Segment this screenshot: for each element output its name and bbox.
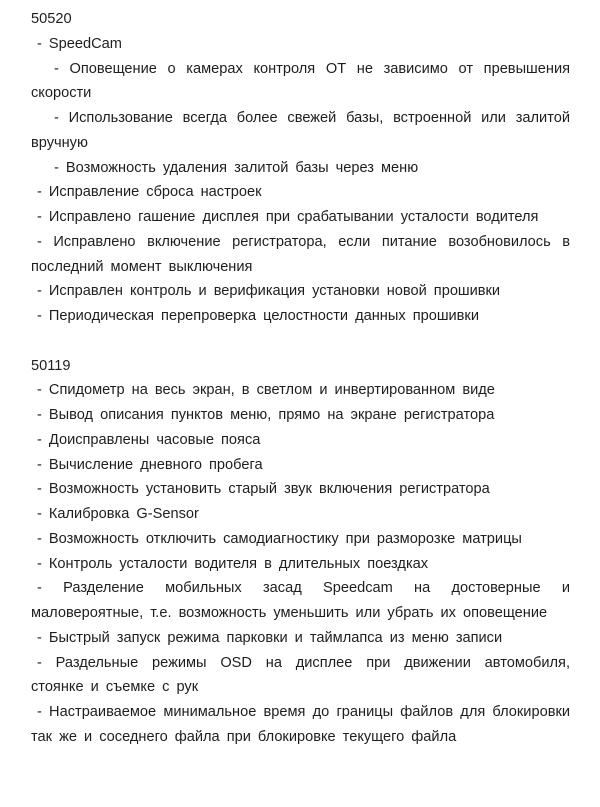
section-spacer <box>31 329 570 354</box>
list-item: - Оповещение о камерах контроля ОТ не зависимо от превышения скорости <box>31 60 570 102</box>
list-item: - Возможность установить старый звук включения регистратора <box>37 481 490 498</box>
list-item: - Быстрый запуск режима парковки и таймлапса из меню записи <box>37 629 503 646</box>
list-item: - Настраиваемое минимальное время до границы файлов для блокировки так же и соседнего файла при блокировке текущего файла <box>31 704 570 745</box>
changelog-document <box>31 7 570 750</box>
list-item: - Контроль усталости водителя в длительных поездках <box>37 555 429 572</box>
list-item: - Разделение мобильных засад Speedcam на достоверные и маловероятные, т.е. возможность уменьшить или убрать их оповещение <box>31 580 570 621</box>
list-item: - Исправлено гашение дисплея при срабатывании усталости водителя <box>37 209 539 225</box>
list-item: - Периодическая перепроверка целостности данных прошивки <box>37 308 479 324</box>
list-item: - Доисправлены часовые пояса <box>37 431 261 448</box>
list-item: - Спидометр на весь экран, в светлом и инвертированном виде <box>37 382 495 399</box>
list-item: - Возможность отключить самодиагностику при разморозке матрицы <box>37 530 522 547</box>
version-heading: 50520 <box>31 11 72 27</box>
list-item: - Исправление сброса настроек <box>37 184 262 201</box>
list-item: - SpeedCam <box>37 35 122 52</box>
list-item: - Вычисление дневного пробега <box>37 456 263 473</box>
list-item: - Калибровка G-Sensor <box>37 506 199 522</box>
list-item: - Использование всегда более свежей базы, встроенной или залитой вручную <box>31 110 570 151</box>
list-item: - Вывод описания пунктов меню, прямо на экране регистратора <box>37 407 495 423</box>
list-item: - Возможность удаления залитой базы через меню <box>54 159 419 176</box>
list-item: - Исправлено включение регистратора, если питание возобновилось в последний момент выключения <box>31 233 570 275</box>
version-heading: 50119 <box>31 357 71 374</box>
list-item: - Раздельные режимы OSD на дисплее при движении автомобиля, стоянке и съемке с рук <box>31 654 570 696</box>
list-item: - Исправлен контроль и верификация установки новой прошивки <box>37 283 501 300</box>
